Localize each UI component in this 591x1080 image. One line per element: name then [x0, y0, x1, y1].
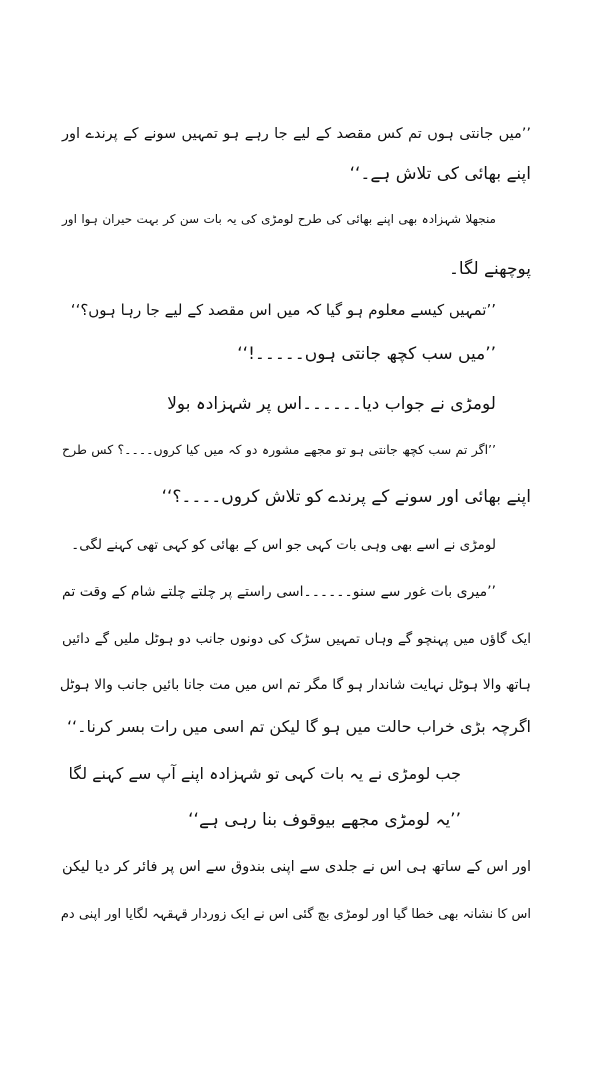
text-line: اگرچہ بڑی خراب حالت میں ہو گا لیکن تم اسی میں رات بسر کرنا۔‘‘ [66, 717, 531, 736]
text-line: منجھلا شہزادہ بھی اپنے بھائی کی طرح لومڑی کی یہ بات سن کر بہت حیران ہوا اور [62, 212, 496, 226]
text-line: ’’میں سب کچھ جانتی ہوں۔۔۔۔۔!‘‘ [237, 344, 496, 364]
text-line: پوچھنے لگا۔ [448, 259, 531, 279]
text-line: ’’میری بات غور سے سنو۔۔۔۔۔۔اسی راستے پر چلتے چلتے شام کے وقت تم [62, 584, 496, 600]
text-line: لومڑی نے اسے بھی وہی بات کہی جو اس کے بھائی کو کہی تھی کہنے لگی۔ [71, 537, 496, 553]
text-line: ایک گاؤں میں پہنچو گے وہاں تمہیں سڑک کی دونوں جانب دو ہوٹل ملیں گے دائیں [62, 631, 531, 647]
text-line: اپنے بھائی اور سونے کے پرندے کو تلاش کروں۔۔۔۔؟‘‘ [161, 487, 531, 507]
text-line: ’’یہ لومڑی مجھے بیوقوف بنا رہی ہے‘‘ [188, 810, 461, 830]
text-line: لومڑی نے جواب دیا۔۔۔۔۔۔اس پر شہزادہ بولا [167, 394, 496, 414]
text-line: ’’میں جانتی ہوں تم کس مقصد کے لیے جا رہے ہو تمہیں سونے کے پرندے اور [62, 126, 531, 142]
text-line: ’’تمہیں کیسے معلوم ہو گیا کہ میں اس مقصد کے لیے جا رہا ہوں؟‘‘ [70, 301, 496, 319]
text-line: ہاتھ والا ہوٹل نہایت شاندار ہو گا مگر تم اس میں مت جانا بائیں جانب والا ہوٹل [59, 677, 531, 693]
text-line: ’’اگر تم سب کچھ جانتی ہو تو مجھے مشورہ دو کہ میں کیا کروں۔۔۔۔؟ کس طرح [62, 442, 496, 457]
text-line: اپنے بھائی کی تلاش ہے۔‘‘ [349, 164, 531, 184]
text-line: اس کا نشانہ بھی خطا گیا اور لومڑی بچ گئی اس نے ایک زوردار قہقہہ لگایا اور اپنی دم [60, 907, 531, 922]
text-line: جب لومڑی نے یہ بات کہی تو شہزادہ اپنے آپ سے کہنے لگا [68, 764, 461, 783]
text-line: اور اس کے ساتھ ہی اس نے جلدی سے اپنی بندوق سے اس پر فائر کر دیا لیکن [62, 859, 531, 875]
